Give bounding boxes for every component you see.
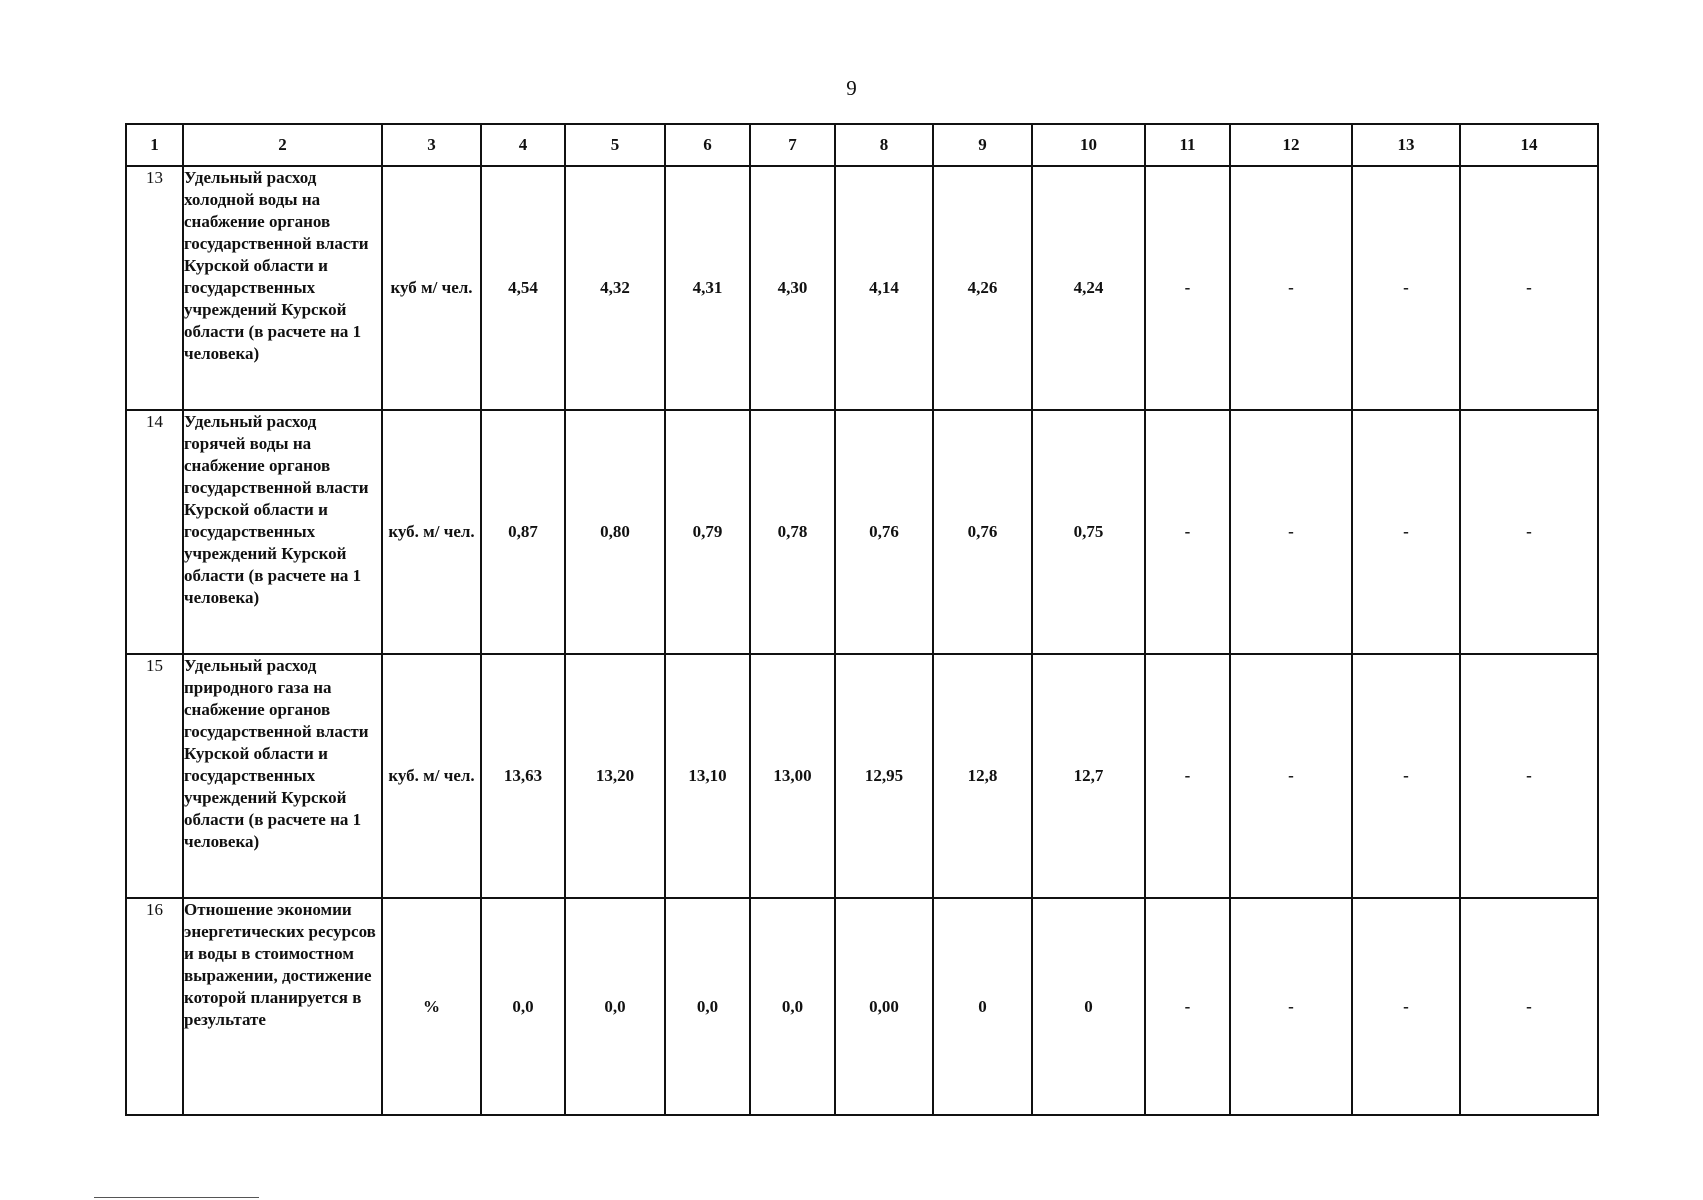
value-cell: 12,8: [933, 654, 1032, 898]
value-cell: 0,87: [481, 410, 565, 654]
value-cell: -: [1145, 898, 1230, 1115]
column-header: 12: [1230, 124, 1352, 166]
value-cell: 4,24: [1032, 166, 1145, 410]
value-cell: 0,75: [1032, 410, 1145, 654]
indicator-name: Удельный расход природного газа на снабжение органов государственной власти Курской области и государственных учреждений Курской области (в расчете на 1 человека): [183, 654, 382, 898]
value-cell: 0,76: [933, 410, 1032, 654]
unit-cell: куб. м/ чел.: [382, 410, 481, 654]
column-header: 3: [382, 124, 481, 166]
value-cell: 0,80: [565, 410, 665, 654]
value-cell: -: [1352, 654, 1460, 898]
value-cell: 0,0: [481, 898, 565, 1115]
value-cell: 13,10: [665, 654, 750, 898]
column-header: 1: [126, 124, 183, 166]
value-cell: 0: [1032, 898, 1145, 1115]
value-cell: -: [1145, 166, 1230, 410]
indicator-name: Удельный расход холодной воды на снабжение органов государственной власти Курской области и государственных учреждений Курской области (в расчете на 1 человека): [183, 166, 382, 410]
value-cell: -: [1230, 654, 1352, 898]
indicators-table: [125, 123, 1599, 1116]
value-cell: -: [1352, 898, 1460, 1115]
value-cell: 0: [933, 898, 1032, 1115]
value-cell: -: [1230, 898, 1352, 1115]
value-cell: 0,00: [835, 898, 933, 1115]
value-cell: -: [1230, 166, 1352, 410]
value-cell: 13,00: [750, 654, 835, 898]
table-row: [126, 166, 1598, 410]
column-header: 7: [750, 124, 835, 166]
column-header: 13: [1352, 124, 1460, 166]
value-cell: 0,0: [665, 898, 750, 1115]
unit-cell: куб м/ чел.: [382, 166, 481, 410]
column-header: 10: [1032, 124, 1145, 166]
unit-cell: куб. м/ чел.: [382, 654, 481, 898]
row-number: 14: [126, 410, 183, 654]
value-cell: 0,0: [565, 898, 665, 1115]
value-cell: 0,78: [750, 410, 835, 654]
value-cell: -: [1145, 410, 1230, 654]
footnote-divider: [94, 1197, 259, 1198]
row-number: 13: [126, 166, 183, 410]
indicator-name: Удельный расход горячей воды на снабжение органов государственной власти Курской области и государственных учреждений Курской области (в расчете на 1 человека): [183, 410, 382, 654]
unit-cell: %: [382, 898, 481, 1115]
value-cell: 4,14: [835, 166, 933, 410]
column-header: 14: [1460, 124, 1598, 166]
value-cell: 12,95: [835, 654, 933, 898]
value-cell: 4,54: [481, 166, 565, 410]
column-header: 8: [835, 124, 933, 166]
value-cell: -: [1460, 410, 1598, 654]
value-cell: 4,26: [933, 166, 1032, 410]
value-cell: 13,20: [565, 654, 665, 898]
value-cell: -: [1145, 654, 1230, 898]
value-cell: 0,79: [665, 410, 750, 654]
value-cell: -: [1352, 410, 1460, 654]
row-number: 15: [126, 654, 183, 898]
column-header: 2: [183, 124, 382, 166]
page-number: 9: [846, 76, 857, 100]
table-row: [126, 654, 1598, 898]
column-header: 9: [933, 124, 1032, 166]
table-row: [126, 898, 1598, 1115]
value-cell: -: [1230, 410, 1352, 654]
value-cell: -: [1460, 898, 1598, 1115]
column-header: 6: [665, 124, 750, 166]
indicator-name: Отношение экономии энергетических ресурсов и воды в стоимостном выражении, достижение которой планируется в результате: [183, 898, 382, 1115]
table-row: [126, 410, 1598, 654]
value-cell: -: [1460, 166, 1598, 410]
value-cell: 4,32: [565, 166, 665, 410]
value-cell: 0,76: [835, 410, 933, 654]
row-number: 16: [126, 898, 183, 1115]
column-header: 5: [565, 124, 665, 166]
column-header: 4: [481, 124, 565, 166]
column-header: 11: [1145, 124, 1230, 166]
value-cell: 4,30: [750, 166, 835, 410]
value-cell: -: [1352, 166, 1460, 410]
header-row: [126, 124, 1598, 166]
value-cell: 4,31: [665, 166, 750, 410]
value-cell: 0,0: [750, 898, 835, 1115]
value-cell: 13,63: [481, 654, 565, 898]
value-cell: 12,7: [1032, 654, 1145, 898]
value-cell: -: [1460, 654, 1598, 898]
